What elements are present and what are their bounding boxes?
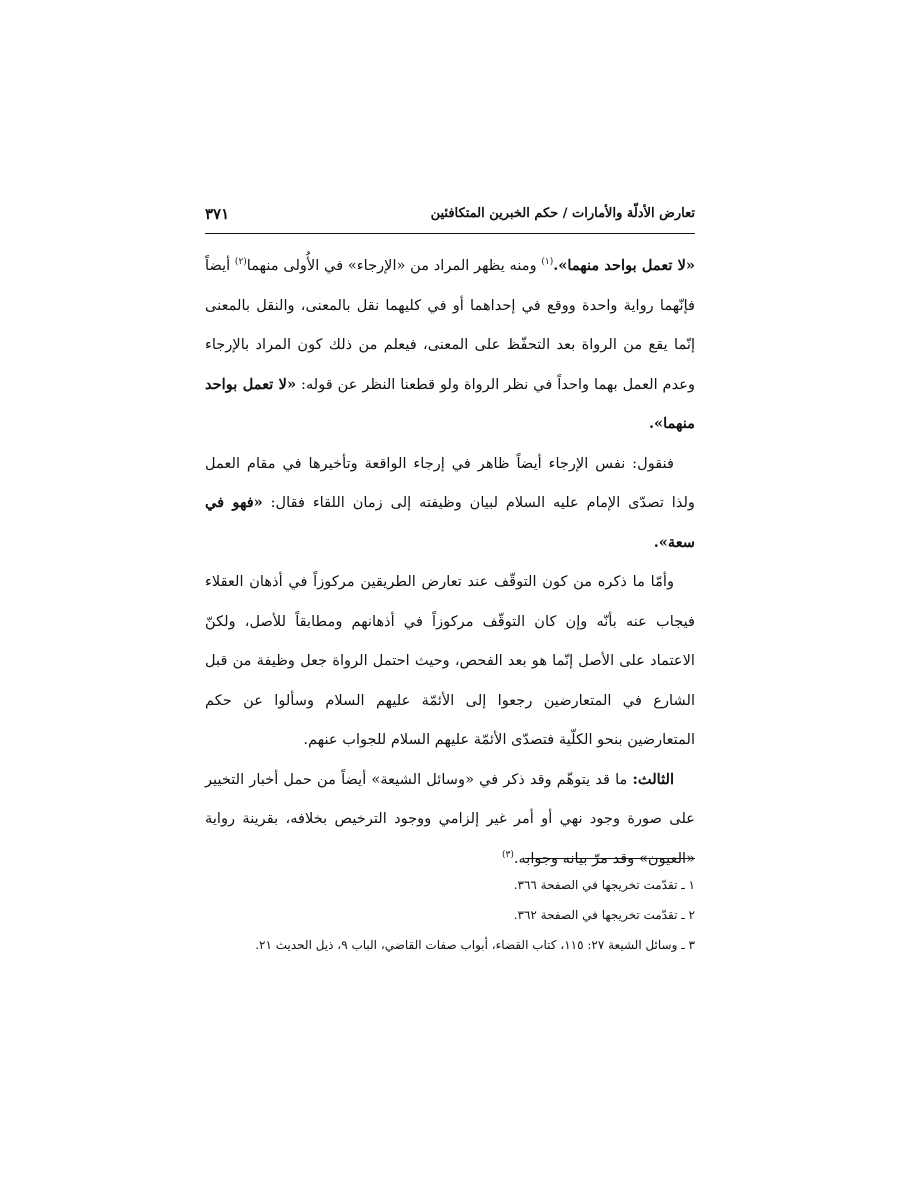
footnote-1: ١ ـ تقدّمت تخريجها في الصفحة ٣٦٦. bbox=[513, 878, 695, 892]
footnote-separator bbox=[525, 858, 695, 859]
footnote-ref-3[interactable]: (٣) bbox=[501, 849, 514, 860]
page-header bbox=[205, 203, 695, 234]
paragraph-text: وأمّا ما ذكره من كون التوقّف عند تعارض الطريقين مركوزاً في أذهان العقلاء فيجاب عنه بأنّه وإن كان التوقّف مركوزاً في أذهانهم ومطابقاً للأصل، ولكنّ الاعتماد على الأصل إنّما هو بعد الفحص، وحيث احتمل الرواة جعل وظيفة من قبل الشارع في المتعارضين رجعوا إلى الأئمّة عليهم السلام وسألوا عن حكم المتعارضين بنحو الكلّية فتصدّى الأئمّة عليهم السلام للجواب عنهم. bbox=[205, 573, 695, 748]
quote-bold: «لا تعمل بواحد منهما». bbox=[205, 375, 695, 432]
footnote-ref-2[interactable]: (٢) bbox=[234, 257, 247, 268]
paragraph-text: أيضاً فإنّهما رواية واحدة ووقع في إحداهما أو في كليهما نقل بالمعنى، والنقل بالمعنى إنّما يقع من الرواة بعد التحفّظ على المعنى، فيعلم من ذلك كون المراد بالإرجاء وعدم العمل بهما واحداً في نظر الرواة ولو قطعنا النظر عن قوله: bbox=[205, 257, 695, 393]
paragraph-3 bbox=[205, 562, 695, 760]
section-label: الثالث: bbox=[632, 770, 674, 788]
footnote-3: ٣ ـ وسائل الشيعة ٢٧: ١١٥، كتاب القضاء، أبواب صفات القاضي، الباب ٩، ذيل الحديث ٢١. bbox=[255, 938, 695, 952]
footnote-2: ٢ ـ تقدّمت تخريجها في الصفحة ٣٦٢. bbox=[513, 908, 695, 922]
paragraph-text: ما قد يتوهّم وقد ذكر في «وسائل الشيعة» أيضاً من حمل أخبار التخيير على صورة وجود نهي أو أمر غير إلزامي ووجود الترخيص بخلافه، بقرينة رواية «العيون» وقد مرّ بيانه وجوابه. bbox=[205, 770, 695, 867]
paragraph-text: ومنه يظهر المراد من «الإرجاء» في الأُولى منهما bbox=[246, 257, 542, 274]
paragraph-text: فنقول: نفس الإرجاء أيضاً ظاهر في إرجاء الواقعة وتأخيرها في مقام العمل ولذا تصدّى الإمام عليه السلام لبيان وظيفته إلى زمان اللقاء فقال: bbox=[205, 454, 695, 511]
paragraph-4 bbox=[205, 760, 695, 879]
paragraph-1 bbox=[205, 246, 695, 444]
footnote-ref-1[interactable]: (١) bbox=[541, 257, 554, 268]
quote-bold: «فهو في سعة». bbox=[205, 494, 695, 551]
page-number: ٣٧١ bbox=[205, 205, 230, 223]
running-title: تعارض الأدلّة والأمارات / حكم الخبرين المتكافئين bbox=[430, 206, 695, 221]
paragraph-2 bbox=[205, 444, 695, 563]
main-text bbox=[205, 246, 695, 878]
quote-bold: «لا تعمل بواحد منهما». bbox=[553, 257, 696, 274]
footnotes bbox=[205, 870, 695, 960]
